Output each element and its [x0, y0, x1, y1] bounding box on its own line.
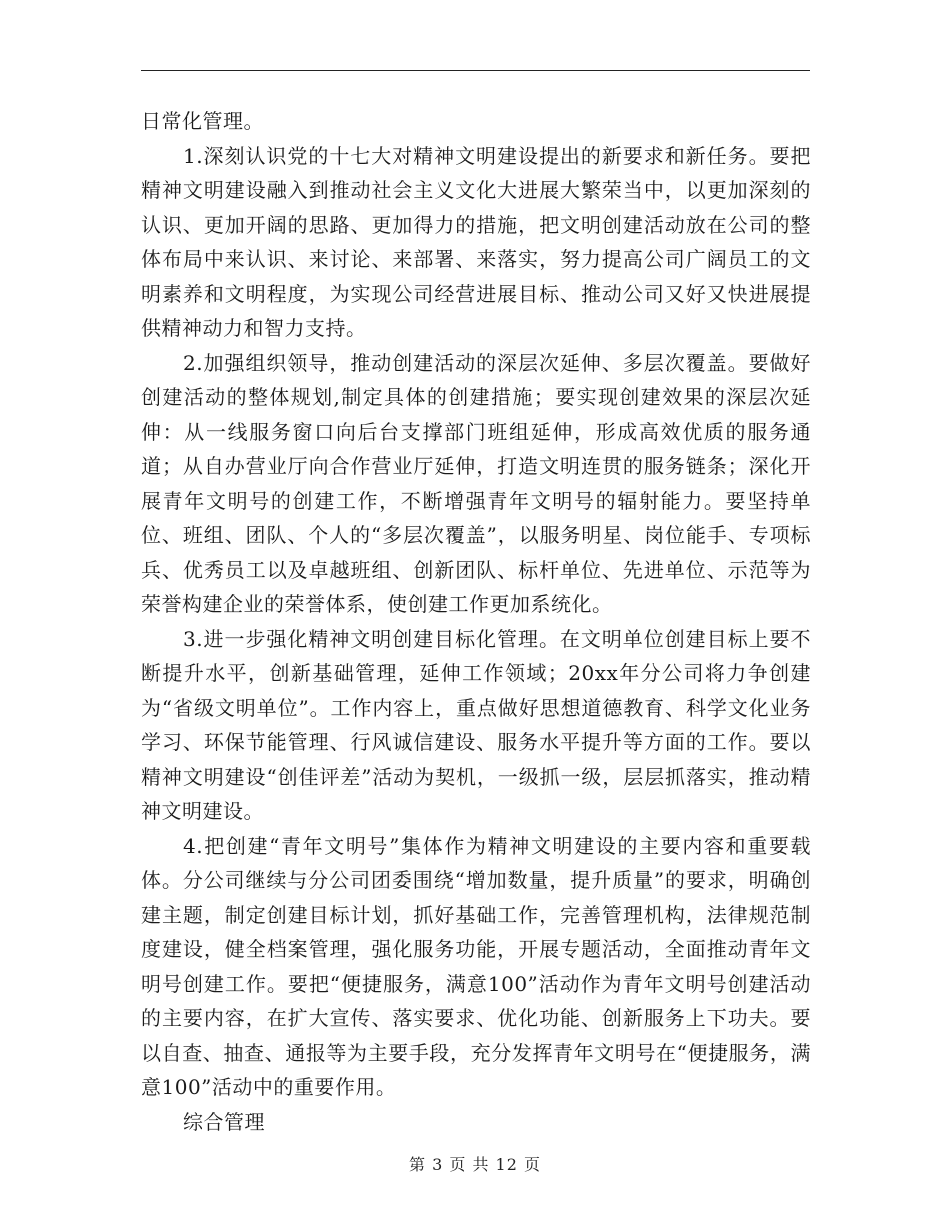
paragraph-item-4: 4.把创建“青年文明号”集体作为精神文明建设的主要内容和重要载体。分公司继续与分公司团委围绕“增加数量，提升质量”的要求，明确创建主题，制定创建目标计划，抓好基础工作，完善管理机构，法律规范制度建设，健全档案管理，强化服务功能，开展专题活动，全面推动青年文明号创建工作。要把“便捷服务，满意100”活动作为青年文明号创建活动的主要内容，在扩大宣传、落实要求、优化功能、创新服务上下功夫。要以自查、抽查、通报等为主要手段，充分发挥青年文明号在“便捷服务，满意100”活动中的重要作用。 [141, 833, 811, 1099]
paragraph-item-1: 1.深刻认识党的十七大对精神文明建设提出的新要求和新任务。要把精神文明建设融入到推动社会主义文化大进展大繁荣当中，以更加深刻的认识、更加开阔的思路、更加得力的措施，把文明创建活动放在公司的整体布局中来认识、来讨论、来部署、来落实，努力提高公司广阔员工的文明素养和文明程度，为实现公司经营进展目标、推动公司又好又快进展提供精神动力和智力支持。 [141, 143, 811, 340]
paragraph-item-2: 2.加强组织领导，推动创建活动的深层次延伸、多层次覆盖。要做好创建活动的整体规划,制定具体的创建措施；要实现创建效果的深层次延伸：从一线服务窗口向后台支撑部门班组延伸，形成高效优质的服务通道；从自办营业厅向合作营业厅延伸，打造文明连贯的服务链条；深化开展青年文明号的创建工作，不断增强青年文明号的辐射能力。要坚持单位、班组、团队、个人的“多层次覆盖”，以服务明星、岗位能手、专项标兵、优秀员工以及卓越班组、创新团队、标杆单位、先进单位、示范等为荣誉构建企业的荣誉体系，使创建工作更加系统化。 [141, 350, 811, 616]
section-heading: 综合管理 [183, 1109, 265, 1134]
paragraph-continuation: 日常化管理。 [141, 109, 264, 133]
page-number: 第 3 页 共 12 页 [409, 1155, 541, 1174]
paragraph-item-3: 3.进一步强化精神文明创建目标化管理。在文明单位创建目标上要不断提升水平，创新基础管理，延伸工作领域；20xx年分公司将力争创建为“省级文明单位”。工作内容上，重点做好思想道德教育、科学文化业务学习、环保节能管理、行风诚信建设、服务水平提升等方面的工作。要以精神文明建设“创佳评差”活动为契机，一级抓一级，层层抓落实，推动精神文明建设。 [141, 626, 811, 823]
document-body [141, 104, 811, 1139]
header-rule [141, 70, 810, 71]
